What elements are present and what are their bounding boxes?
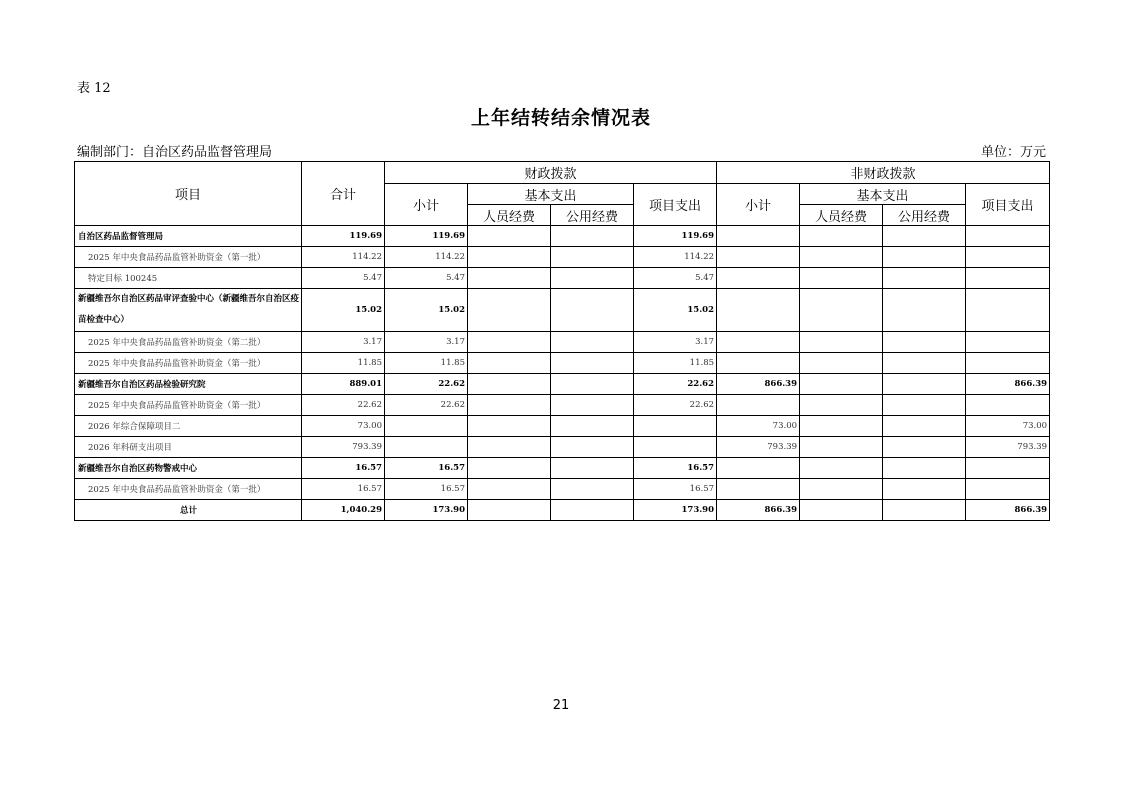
- row-value-cell: [468, 437, 551, 458]
- row-item-name: 2025 年中央食品药品监管补助资金（第一批）: [75, 479, 302, 500]
- row-value-cell: [883, 332, 966, 353]
- row-value-cell: 1,040.29: [302, 500, 385, 521]
- header-total: 合计: [302, 162, 385, 226]
- row-value-cell: [717, 479, 800, 500]
- row-value-cell: [800, 437, 883, 458]
- row-value-cell: [800, 395, 883, 416]
- row-value-cell: [468, 458, 551, 479]
- row-value-cell: 11.85: [385, 353, 468, 374]
- row-value-cell: [385, 416, 468, 437]
- row-value-cell: 173.90: [385, 500, 468, 521]
- row-item-name: 2025 年中央食品药品监管补助资金（第一批）: [75, 353, 302, 374]
- row-value-cell: 889.01: [302, 374, 385, 395]
- header-nonfiscal-project: 项目支出: [966, 184, 1050, 226]
- row-value-cell: [717, 458, 800, 479]
- row-value-cell: [468, 268, 551, 289]
- row-value-cell: 22.62: [634, 395, 717, 416]
- row-value-cell: 866.39: [966, 374, 1050, 395]
- table-row: [75, 268, 1050, 289]
- row-value-cell: [468, 332, 551, 353]
- row-value-cell: [717, 268, 800, 289]
- row-value-cell: [551, 395, 634, 416]
- table-row: [75, 458, 1050, 479]
- row-value-cell: [800, 416, 883, 437]
- row-value-cell: 114.22: [634, 247, 717, 268]
- row-value-cell: 22.62: [385, 395, 468, 416]
- row-item-name: 自治区药品监督管理局: [75, 226, 302, 247]
- page-title: 上年结转结余情况表: [470, 107, 651, 129]
- department-label: 编制部门：自治区药品监督管理局: [77, 145, 273, 160]
- row-value-cell: [883, 416, 966, 437]
- row-item-name: 2026 年综合保障项目二: [75, 416, 302, 437]
- row-value-cell: 173.90: [634, 500, 717, 521]
- header-fiscal: 财政拨款: [385, 162, 717, 184]
- row-value-cell: [385, 437, 468, 458]
- row-value-cell: [717, 247, 800, 268]
- row-value-cell: [883, 226, 966, 247]
- row-value-cell: 16.57: [385, 479, 468, 500]
- row-value-cell: [468, 395, 551, 416]
- table-row: [75, 353, 1050, 374]
- header-fiscal-public: 公用经费: [551, 205, 634, 226]
- row-value-cell: [551, 374, 634, 395]
- row-value-cell: [717, 332, 800, 353]
- row-value-cell: 866.39: [717, 500, 800, 521]
- header-nonfiscal-subtotal: 小计: [717, 184, 800, 226]
- row-value-cell: [883, 479, 966, 500]
- row-value-cell: [966, 289, 1050, 332]
- row-value-cell: [966, 458, 1050, 479]
- table-row: [75, 395, 1050, 416]
- row-value-cell: [883, 353, 966, 374]
- row-value-cell: [468, 353, 551, 374]
- row-value-cell: 16.57: [302, 458, 385, 479]
- row-value-cell: [800, 353, 883, 374]
- carryover-table: [74, 161, 1050, 521]
- row-value-cell: [883, 289, 966, 332]
- row-value-cell: 22.62: [302, 395, 385, 416]
- row-value-cell: 793.39: [302, 437, 385, 458]
- row-value-cell: [883, 395, 966, 416]
- row-item-name: 2026 年科研支出项目: [75, 437, 302, 458]
- row-value-cell: 3.17: [302, 332, 385, 353]
- row-value-cell: [551, 247, 634, 268]
- row-value-cell: [717, 289, 800, 332]
- row-value-cell: 114.22: [385, 247, 468, 268]
- row-value-cell: [551, 353, 634, 374]
- header-nonfiscal-basic: 基本支出: [800, 184, 966, 205]
- row-value-cell: [800, 458, 883, 479]
- table-row: [75, 247, 1050, 268]
- row-value-cell: [468, 374, 551, 395]
- header-fiscal-basic: 基本支出: [468, 184, 634, 205]
- row-value-cell: [966, 395, 1050, 416]
- table-row: [75, 416, 1050, 437]
- header-fiscal-project: 项目支出: [634, 184, 717, 226]
- page-number: 21: [552, 698, 570, 713]
- row-value-cell: [634, 416, 717, 437]
- row-value-cell: [966, 226, 1050, 247]
- row-value-cell: 119.69: [634, 226, 717, 247]
- row-value-cell: [800, 500, 883, 521]
- row-value-cell: [551, 500, 634, 521]
- row-value-cell: 11.85: [634, 353, 717, 374]
- row-value-cell: [883, 458, 966, 479]
- row-value-cell: 22.62: [634, 374, 717, 395]
- row-value-cell: [551, 416, 634, 437]
- row-value-cell: [468, 479, 551, 500]
- row-value-cell: [883, 500, 966, 521]
- table-row: [75, 374, 1050, 395]
- row-value-cell: 866.39: [966, 500, 1050, 521]
- table-row: [75, 500, 1050, 521]
- row-value-cell: 119.69: [385, 226, 468, 247]
- header-nonfiscal: 非财政拨款: [717, 162, 1050, 184]
- table-row: [75, 226, 1050, 247]
- row-value-cell: [551, 458, 634, 479]
- row-value-cell: 15.02: [385, 289, 468, 332]
- row-value-cell: 3.17: [634, 332, 717, 353]
- row-value-cell: [551, 437, 634, 458]
- row-value-cell: [468, 289, 551, 332]
- row-item-name: 新疆维吾尔自治区药品审评查验中心（新疆维吾尔自治区疫苗检查中心）: [75, 289, 302, 332]
- row-value-cell: 793.39: [717, 437, 800, 458]
- row-value-cell: [468, 416, 551, 437]
- row-value-cell: [966, 353, 1050, 374]
- row-value-cell: [717, 395, 800, 416]
- row-value-cell: [883, 268, 966, 289]
- unit-label: 单位：万元: [980, 145, 1046, 160]
- row-value-cell: 5.47: [634, 268, 717, 289]
- row-value-cell: 16.57: [634, 479, 717, 500]
- header-nonfiscal-personnel: 人员经费: [800, 205, 883, 226]
- row-value-cell: 22.62: [385, 374, 468, 395]
- row-item-name: 总计: [75, 500, 302, 521]
- row-value-cell: [800, 268, 883, 289]
- row-value-cell: [966, 268, 1050, 289]
- table-body: [75, 226, 1050, 521]
- row-value-cell: 119.69: [302, 226, 385, 247]
- row-item-name: 2025 年中央食品药品监管补助资金（第一批）: [75, 247, 302, 268]
- table-row: [75, 479, 1050, 500]
- row-item-name: 新疆维吾尔自治区药物警戒中心: [75, 458, 302, 479]
- row-value-cell: 73.00: [966, 416, 1050, 437]
- row-value-cell: [551, 226, 634, 247]
- row-value-cell: 5.47: [302, 268, 385, 289]
- table-row: [75, 332, 1050, 353]
- row-value-cell: [883, 437, 966, 458]
- row-value-cell: [717, 353, 800, 374]
- row-value-cell: 16.57: [302, 479, 385, 500]
- row-value-cell: [800, 332, 883, 353]
- row-value-cell: 866.39: [717, 374, 800, 395]
- row-value-cell: [800, 226, 883, 247]
- row-value-cell: [800, 479, 883, 500]
- row-value-cell: 73.00: [717, 416, 800, 437]
- row-value-cell: 3.17: [385, 332, 468, 353]
- row-value-cell: 5.47: [385, 268, 468, 289]
- row-value-cell: [800, 289, 883, 332]
- row-value-cell: [468, 500, 551, 521]
- row-value-cell: [551, 289, 634, 332]
- row-value-cell: [883, 374, 966, 395]
- row-value-cell: 16.57: [385, 458, 468, 479]
- row-value-cell: 15.02: [634, 289, 717, 332]
- table-row: [75, 289, 1050, 332]
- row-value-cell: 15.02: [302, 289, 385, 332]
- row-value-cell: [551, 479, 634, 500]
- row-item-name: 新疆维吾尔自治区药品检验研究院: [75, 374, 302, 395]
- table-row: [75, 437, 1050, 458]
- row-value-cell: [966, 247, 1050, 268]
- row-value-cell: 793.39: [966, 437, 1050, 458]
- header-item: 项目: [75, 162, 302, 226]
- row-value-cell: 16.57: [634, 458, 717, 479]
- row-value-cell: [966, 332, 1050, 353]
- header-fiscal-subtotal: 小计: [385, 184, 468, 226]
- row-value-cell: [551, 332, 634, 353]
- row-value-cell: [717, 226, 800, 247]
- row-item-name: 2025 年中央食品药品监管补助资金（第一批）: [75, 395, 302, 416]
- table-number: 表 12: [77, 81, 111, 96]
- row-item-name: 特定目标 100245: [75, 268, 302, 289]
- row-value-cell: [468, 247, 551, 268]
- row-value-cell: [966, 479, 1050, 500]
- row-value-cell: [800, 374, 883, 395]
- row-value-cell: [634, 437, 717, 458]
- row-value-cell: 11.85: [302, 353, 385, 374]
- row-value-cell: [551, 268, 634, 289]
- row-value-cell: [883, 247, 966, 268]
- row-value-cell: [468, 226, 551, 247]
- row-value-cell: [800, 247, 883, 268]
- row-item-name: 2025 年中央食品药品监管补助资金（第二批）: [75, 332, 302, 353]
- row-value-cell: 114.22: [302, 247, 385, 268]
- row-value-cell: 73.00: [302, 416, 385, 437]
- header-fiscal-personnel: 人员经费: [468, 205, 551, 226]
- header-nonfiscal-public: 公用经费: [883, 205, 966, 226]
